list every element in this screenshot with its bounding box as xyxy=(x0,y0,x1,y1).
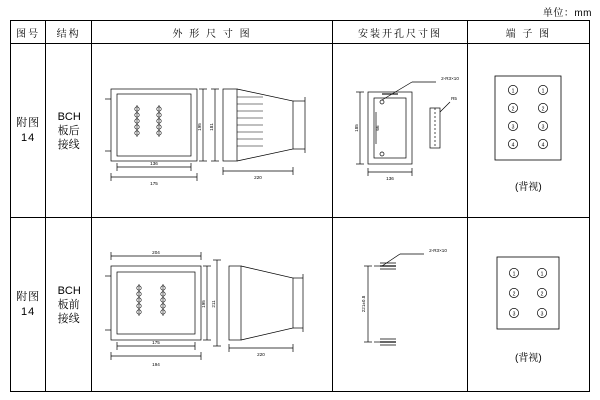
structure-text-2: BCH板前接线 xyxy=(57,284,81,325)
header-terminal: 端 子 图 xyxy=(467,21,589,44)
header-mounting: 安装开孔尺寸图 xyxy=(333,21,467,44)
dim-front-width-outer-1: 175 xyxy=(150,180,158,186)
terminal-right-num-1: 1 xyxy=(540,271,544,278)
mounting-drawing-row1 xyxy=(338,72,462,190)
cell-outline-2 xyxy=(91,218,333,392)
dim-front-width-outer-2: 194 xyxy=(152,361,160,367)
table-header-row xyxy=(11,21,590,44)
table-row xyxy=(11,218,590,392)
terminal-right-num-2: 2 xyxy=(541,106,545,113)
cell-mounting-1 xyxy=(333,44,467,218)
dim-front-width-2: 175 xyxy=(152,339,160,345)
terminal-left-num-3: 3 xyxy=(511,124,515,131)
terminal-left-num-3: 3 xyxy=(512,311,516,318)
cell-structure-2 xyxy=(46,218,91,392)
mounting-dim-w-1: 136 xyxy=(386,175,394,181)
dim-top-width-2: 204 xyxy=(152,249,160,255)
terminal-right-num-1: 1 xyxy=(541,88,545,95)
terminal-left-num-1: 1 xyxy=(511,88,515,95)
header-outline: 外 形 尺 寸 图 xyxy=(91,21,333,44)
terminal-left-num-4: 4 xyxy=(511,142,515,149)
terminal-left-num-2: 2 xyxy=(512,291,516,298)
mounting-drawing-row2 xyxy=(338,242,462,368)
terminal-right-num-2: 2 xyxy=(540,291,544,298)
dim-side-depth-2: 220 xyxy=(257,351,265,357)
cell-figure-no-1 xyxy=(11,44,46,218)
terminal-view-note-2: (背视) xyxy=(515,353,542,364)
terminal-view-note-1: (背视) xyxy=(515,182,542,193)
dim-side-depth-1: 220 xyxy=(254,174,262,180)
figure-no-text-1: 附图14 xyxy=(16,116,41,144)
dim-front-width-1: 136 xyxy=(150,160,158,166)
dim-side-height-2: 211 xyxy=(211,299,217,308)
terminal-right-num-4: 4 xyxy=(541,142,545,149)
table-row xyxy=(11,44,590,218)
cell-outline-1 xyxy=(91,44,333,218)
dim-front-height-1: 195 xyxy=(197,122,203,131)
mounting-hole-note-2: 2-R3×10 xyxy=(429,247,447,253)
unit-note: 单位：mm xyxy=(542,8,592,19)
mounting-dim-h1-1: 185 xyxy=(354,123,360,132)
mounting-radius-note-1: R5 xyxy=(451,95,457,101)
structure-text-1: BCH板后接线 xyxy=(57,110,81,151)
header-figure-no: 图号 xyxy=(11,21,46,44)
dim-front-height-2: 195 xyxy=(201,299,207,308)
terminal-drawing-row2 xyxy=(473,245,583,349)
dimension-table xyxy=(10,20,590,392)
cell-figure-no-2 xyxy=(11,218,46,392)
terminal-right-num-3: 3 xyxy=(541,124,545,131)
terminal-drawing-row1 xyxy=(473,68,583,178)
outline-drawing-row1 xyxy=(97,71,327,191)
cell-terminal-2 xyxy=(467,218,589,392)
dim-side-height-1: 181 xyxy=(209,122,215,131)
terminal-left-num-1: 1 xyxy=(512,271,516,278)
terminal-left-num-2: 2 xyxy=(511,106,515,113)
cell-mounting-2 xyxy=(333,218,467,392)
figure-no-text-2: 附图14 xyxy=(16,290,41,318)
mounting-dim-h2-1: 66 xyxy=(375,124,381,131)
cell-terminal-1 xyxy=(467,44,589,218)
outline-drawing-row2 xyxy=(97,242,327,368)
header-structure: 结构 xyxy=(46,21,91,44)
mounting-dim-v-2: 221±0.8 xyxy=(361,295,367,312)
terminal-right-num-3: 3 xyxy=(540,311,544,318)
mounting-hole-note-1: 2-R3×10 xyxy=(441,75,459,81)
cell-structure-1 xyxy=(46,44,91,218)
